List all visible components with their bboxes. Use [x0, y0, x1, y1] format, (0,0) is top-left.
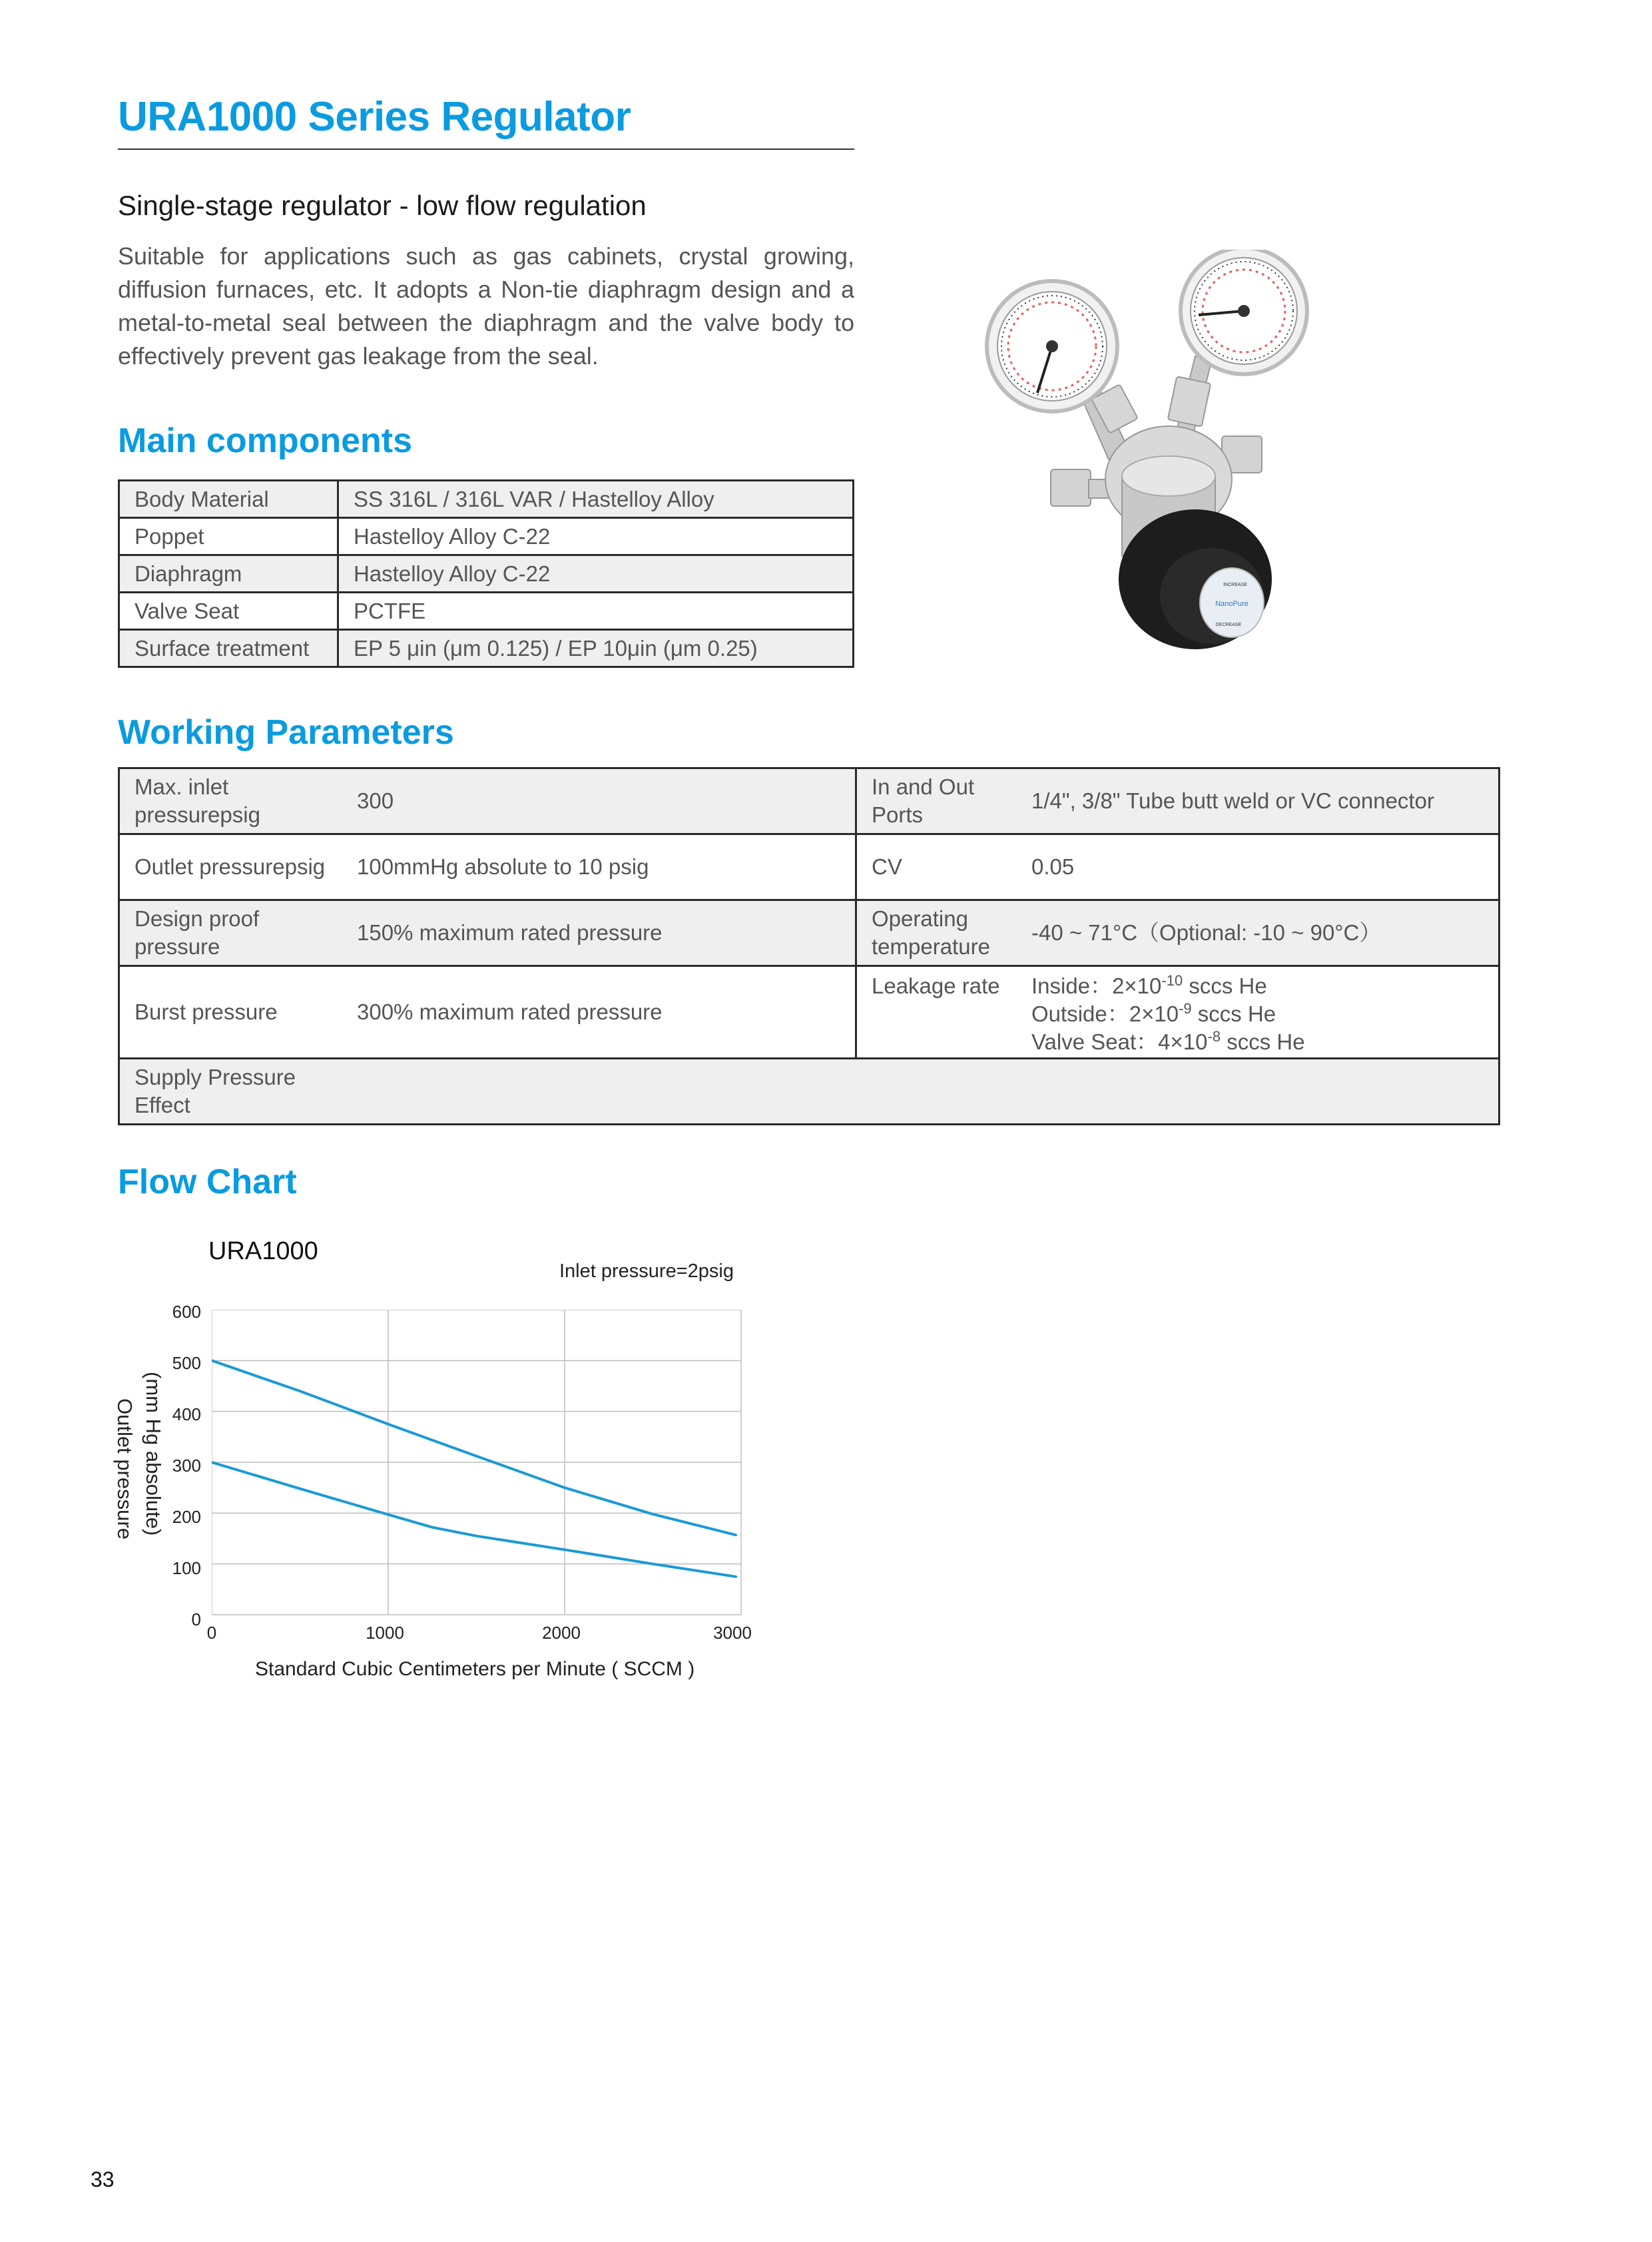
leakage-rate-values [1017, 966, 1500, 1059]
svg-text:DECREASE: DECREASE [1215, 623, 1242, 627]
main-components-heading: Main components [118, 421, 413, 460]
param-key: CV [856, 834, 1017, 900]
param-value: 1/4", 3/8" Tube butt weld or VC connector [1017, 768, 1500, 834]
y-tick: 400 [172, 1404, 201, 1424]
table-row [119, 593, 854, 630]
x-tick: 0 [206, 1623, 217, 1643]
table-row [119, 768, 1500, 834]
row-value: Hastelloy Alloy C-22 [338, 518, 854, 555]
row-key: Diaphragm [119, 555, 338, 593]
row-value: Hastelloy Alloy C-22 [338, 555, 854, 593]
row-value: PCTFE [338, 593, 854, 630]
row-key: Valve Seat [119, 593, 338, 630]
title-divider [118, 148, 854, 150]
series-line [212, 1360, 736, 1535]
chart-title: URA1000 [208, 1237, 318, 1265]
series-line [212, 1462, 736, 1577]
working-parameters-heading: Working Parameters [118, 713, 454, 752]
working-parameters-table [118, 767, 1500, 1125]
param-key: Operating temperature [856, 900, 1017, 966]
table-row [119, 966, 1500, 1059]
row-key: Body Material [119, 481, 338, 518]
table-row [119, 834, 1500, 900]
param-key: Burst pressure [119, 966, 343, 1059]
param-value: 100mmHg absolute to 10 psig [342, 834, 856, 900]
row-key: Surface treatment [119, 630, 338, 667]
x-axis-label: Standard Cubic Centimeters per Minute ( SCCM ) [255, 1658, 695, 1680]
x-tick: 3000 [713, 1623, 752, 1643]
param-key: Supply Pressure Effect [119, 1059, 343, 1125]
row-value: EP 5 μin (μm 0.125) / EP 10μin (μm 0.25) [338, 630, 854, 667]
y-tick: 500 [172, 1353, 201, 1373]
table-row [119, 481, 854, 518]
row-value: SS 316L / 316L VAR / Hastelloy Alloy [338, 481, 854, 518]
table-row [119, 1059, 1500, 1125]
param-key: Leakage rate [856, 966, 1017, 1059]
param-value: 150% maximum rated pressure [342, 900, 856, 966]
page-number: 33 [91, 2167, 115, 2191]
svg-text:INCREASE: INCREASE [1223, 583, 1247, 587]
table-row [119, 518, 854, 555]
table-row [119, 630, 854, 667]
param-key: Max. inlet pressurepsig [119, 768, 343, 834]
param-key: Outlet pressurepsig [119, 834, 343, 900]
y-tick: 300 [172, 1456, 201, 1476]
flow-chart-heading: Flow Chart [118, 1163, 297, 1201]
table-row [119, 900, 1500, 966]
table-row [119, 555, 854, 593]
param-key: Design proof pressure [119, 900, 343, 966]
param-value: -40 ~ 71°C（Optional: -10 ~ 90°C） [1017, 900, 1500, 966]
leakage-outside: Outside：$2\times 10^{-9}$ sccs He [1031, 1000, 1276, 1026]
x-tick: 1000 [366, 1623, 404, 1643]
subtitle: Single-stage regulator - low flow regulation [118, 190, 647, 221]
description: Suitable for applications such as gas cabinets, crystal growing, diffusion furnaces, etc. It adopts a Non-tie diaphragm design and a metal-to-metal seal between the diaphragm and the valve body to effectively prevent gas leakage from the seal. [118, 242, 854, 370]
x-tick: 2000 [542, 1623, 581, 1643]
leakage-inside: Inside：$2\times 10^{-10}$ sccs He [1031, 972, 1267, 998]
param-value: 300% maximum rated pressure [342, 966, 856, 1059]
y-tick: 0 [191, 1609, 201, 1629]
param-value: 0.05 [1017, 834, 1500, 900]
leakage-valve-seat: Valve Seat：$4\times 10^{-8}$ sccs He [1031, 1028, 1305, 1054]
y-tick: 600 [172, 1302, 201, 1322]
param-value: 300 [342, 768, 856, 834]
y-tick: 200 [172, 1507, 201, 1527]
product-image [972, 250, 1345, 683]
knob-brand-label: NanoPure [1215, 600, 1248, 608]
main-components-table [118, 479, 854, 668]
flow-chart-plot [212, 1310, 744, 1617]
param-value [342, 1059, 1500, 1125]
param-key: In and Out Ports [856, 768, 1017, 834]
page-title: URA1000 Series Regulator [118, 94, 631, 140]
y-tick: 100 [172, 1558, 201, 1578]
chart-annotation: Inlet pressure=2psig [559, 1261, 734, 1282]
row-key: Poppet [119, 518, 338, 555]
